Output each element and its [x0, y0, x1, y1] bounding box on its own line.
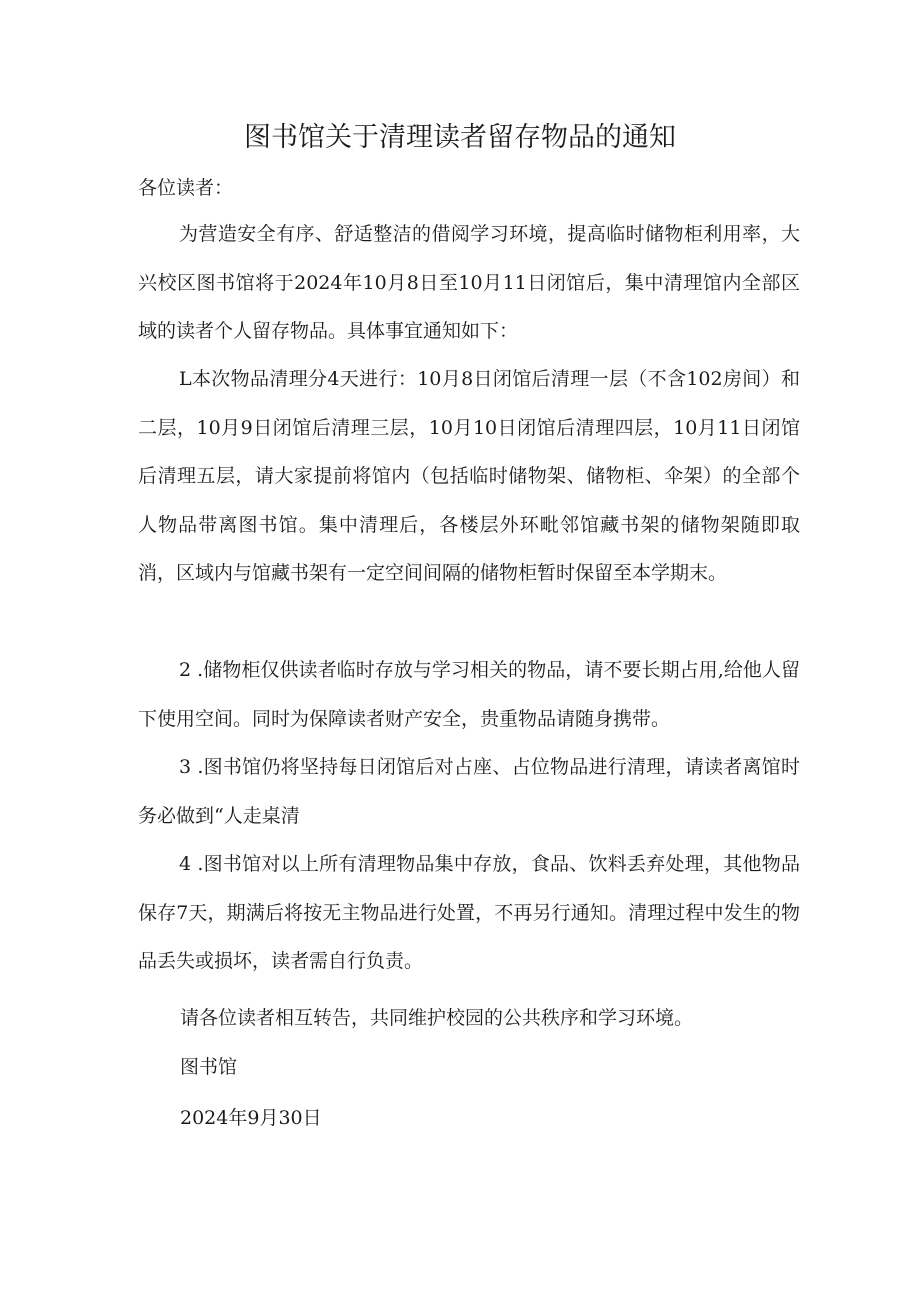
item-2-block [138, 646, 800, 743]
item-4-block [138, 840, 800, 986]
salutation: 各位读者： [138, 177, 234, 199]
item-3-block [138, 743, 800, 840]
item-1-paragraph: L本次物品清理分4天进行：10月8日闭馆后清理一层（不含102房间）和二层，10月9日闭馆后清理三层，10月10日闭馆后清理四层，10月11日闭馆后清理五层，请大家提前将馆内（包括临时储物架、储物柜、伞架）的全部个人物品带离图书馆。集中清理后，各楼层外环毗邻馆藏书架的储物架随即取消，区域内与馆藏书架有一定空间间隔的储物柜暂时保留至本学期末。 [138, 368, 800, 584]
signature: 图书馆 [180, 1056, 238, 1078]
closing-sentence: 请各位读者相互转告，共同维护校园的公共秩序和学习环境。 [180, 1007, 694, 1029]
document-title: 图书馆关于清理读者留存物品的通知 [244, 122, 676, 153]
item-4-paragraph: 4 .图书馆对以上所有清理物品集中存放，食品、饮料丢弃处理，其他物品保存7天，期满后将按无主物品进行处置，不再另行通知。清理过程中发生的物品丢失或损坏，读者需自行负责。 [138, 853, 800, 972]
item-2-paragraph: 2 .储物柜仅供读者临时存放与学习相关的物品，请不要长期占用,给他人留下使用空间。同时为保障读者财产安全，贵重物品请随身携带。 [138, 659, 800, 730]
item-1-block [138, 355, 800, 598]
intro-paragraph-block [138, 210, 800, 356]
item-3-paragraph: 3 .图书馆仍将坚持每日闭馆后对占座、占位物品进行清理，请读者离馆时务必做到“人走桌清 [138, 756, 800, 827]
document-date: 2024年9月30日 [180, 1107, 322, 1129]
intro-paragraph: 为营造安全有序、舒适整洁的借阅学习环境，提高临时储物柜利用率，大兴校区图书馆将于2024年10月8日至10月11日闭馆后，集中清理馆内全部区域的读者个人留存物品。具体事宜通知如下： [138, 223, 800, 342]
